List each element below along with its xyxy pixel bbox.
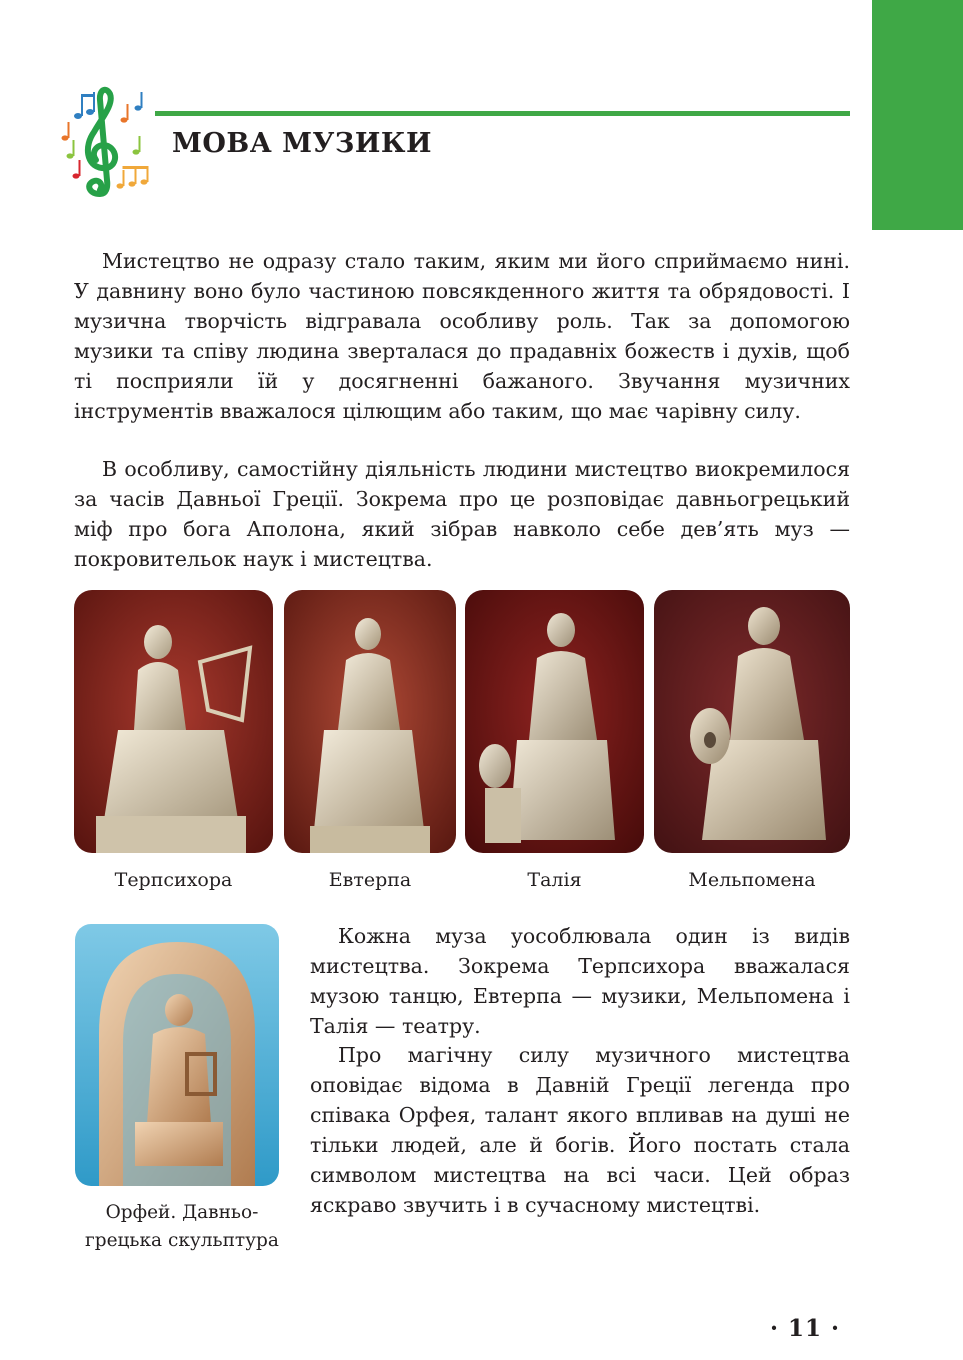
page-title: МОВА МУЗИКИ bbox=[172, 128, 432, 159]
paragraph-2: В особливу, самостійну діяльність людини мистецтво виокремилося за часів Давньої Греції. Зокрема про це розповідає давньогрецький міф про бога Аполона, який зібрав навколо себе дев’ять муз — покровительок наук і мистецтва. bbox=[74, 457, 850, 571]
caption-terpsichore: Терпсихора bbox=[114, 869, 233, 891]
paragraph-1: Мистецтво не одразу стало таким, яким ми його сприймаємо нині. У давнину воно було частиною повсякденного життя та обрядовості. І музична творчість відгравала особливу роль. Так за допомогою музики та співу людина зверталася до прадавніх божеств і духів, щоб ті посприяли їй у досягненні бажаного. Звучання музичних інструментів вважалося цілющим або таким, що має чарівну силу. bbox=[74, 249, 850, 423]
photo-euterpe bbox=[284, 590, 456, 853]
caption-thalia: Талія bbox=[527, 869, 582, 891]
photo-terpsichore bbox=[74, 590, 273, 853]
paragraph-4: Про магічну силу музичного мистецтва оповідає відома в Давній Греції легенда про співака Орфея, талант якого впливав на душі не тільки людей, але й богів. Його постать стала символом мистецтва на всі часи. Цей образ яскраво звучить і в сучасному мистецтві. bbox=[310, 1043, 850, 1217]
page-number: · 11 · bbox=[770, 1315, 841, 1342]
paragraph-3: Кожна муза уособлювала один із видів мистецтва. Зокрема Терпсихора вважалася музою танцю, Евтерпа — музики, Мельпомена і Талія — театру. bbox=[310, 924, 850, 1038]
caption-euterpe: Евтерпа bbox=[328, 869, 412, 891]
photo-melpomene bbox=[654, 590, 850, 853]
treble-clef-icon bbox=[56, 82, 152, 202]
caption-melpomene: Мельпомена bbox=[688, 869, 816, 891]
chapter-side-tab bbox=[872, 0, 963, 230]
photo-thalia bbox=[465, 590, 644, 853]
title-rule bbox=[155, 111, 850, 116]
photo-orpheus bbox=[75, 924, 279, 1186]
caption-orpheus: Орфей. Давньогрецька скульптура bbox=[85, 1202, 279, 1251]
